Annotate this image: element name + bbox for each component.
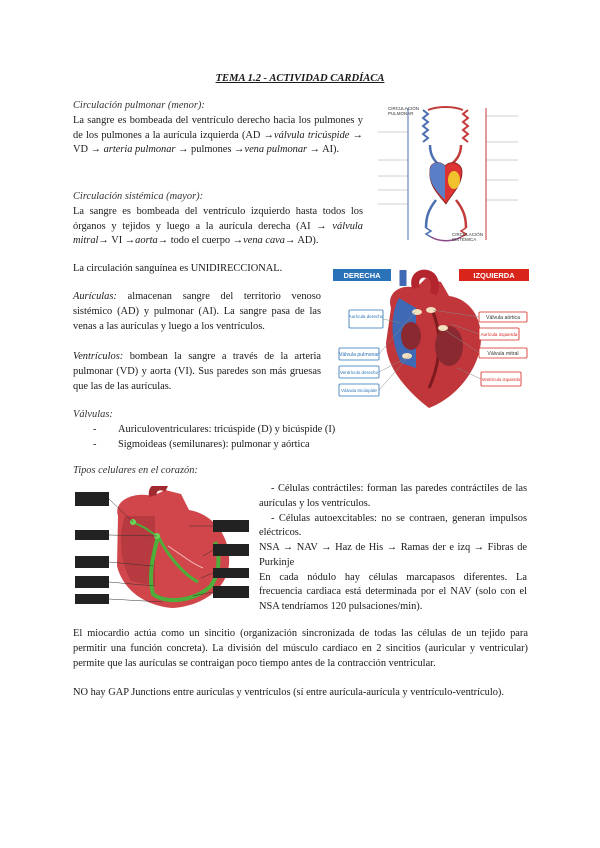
figure-circulation-diagram (368, 100, 528, 245)
text-run: La sangre es bombeada del ventrículo izquierdo hasta todos los órganos y tejidos y luego a la aurícula derecha (AI → (73, 205, 363, 232)
circ-title-1: CIRCULACIÓN (388, 106, 420, 111)
circ-bottom-1: CIRCULACIÓN (452, 232, 484, 237)
para-sistemica (73, 205, 363, 249)
section-pulmonar (73, 99, 363, 158)
text-run: → todo el cuerpo → (157, 235, 244, 247)
section-tipos-text (259, 482, 527, 615)
para-pulmonar (73, 114, 363, 158)
term-ventriculos: Ventrículos: (73, 351, 124, 362)
text-run: → AI). (307, 144, 340, 156)
text-run: bombean la sangre a través de la arteria pulmonar (VD) y aorta (VI). Sus paredes son más gruesas que las de las aurículas. (73, 351, 321, 392)
para-ventriculos (73, 350, 321, 394)
para-unidireccional: La circulación sanguínea es UNIDIRECCIONAL. (73, 263, 283, 274)
text-run: → VD → (73, 129, 363, 156)
conduction-svg (73, 486, 251, 610)
circ-title-2: PULMONAR (388, 111, 414, 116)
text-run: almacenan sangre del territorio venoso sistémico (AD) y pulmonar (AI). La sangre pasa de las venas a las aurículas y luego a los ventrículos. (73, 291, 321, 332)
figure-heart-valves (331, 268, 531, 416)
text-em: arteria pulmonar (103, 144, 176, 156)
list-item: - Auriculoventriculares: tricúspide (D) y bicúspide (I) (73, 423, 513, 438)
para-auriculas (73, 290, 321, 334)
para-marcapasos: En cada nódulo hay células marcapasos diferentes. La frecuencia cardiaca está determinada por el NAV (solo con el NSA tendríamos 120 pulsaciones/min). (259, 571, 527, 613)
heading-pulmonar: Circulación pulmonar (menor): (73, 100, 205, 111)
lbl-auricula-izquierda: Aurícula izquierda (480, 332, 518, 337)
para-sincitio: El miocardio actúa como un sincitio (organización sincronizada de todas las células de un tejido para permitir una función concreta). La división del músculo cardiaco en 2 sincitios (auricular y ventricular) permite que las aurículas se contraigan poco tiempo antes de la contracción ventricular. (73, 628, 528, 669)
valvulas-list (73, 423, 513, 453)
para-conduccion: NSA → NAV → Haz de His → Ramas der e izq → Fibras de Purkinje (259, 542, 527, 568)
section-sistemica (73, 190, 363, 249)
heading-sistemica: Circulación sistémica (mayor): (73, 191, 204, 202)
derecha-label: DERECHA (343, 271, 381, 280)
lbl-valvula-mitral: Válvula mitral (487, 351, 519, 357)
heading-valvulas: Válvulas: (73, 409, 113, 420)
list-item: - Sigmoideas (semilunares): pulmonar y aórtica (73, 438, 513, 453)
text-run: → VI → (98, 235, 136, 247)
text-em: vena pulmonar (244, 144, 308, 156)
heading-tipos: Tipos celulares en el corazón: (73, 465, 198, 476)
para-gap: NO hay GAP Junctions entre aurículas y ventrículos (sí entre aurícula-aurícula y ventrículo-ventrículo). (73, 687, 504, 698)
circ-bottom-2: SISTÉMICA (452, 237, 477, 242)
text-em: válvula tricúspide (274, 129, 350, 141)
lbl-ventriculo-derecho: Ventrículo derecho (339, 370, 379, 375)
lbl-valvula-pulmonar: Válvula pulmonar (338, 352, 380, 358)
lbl-ventriculo-izquierdo: Ventrículo izquierdo (481, 377, 521, 382)
para-autoexcitables: - Células autoexcitables: no se contraen, generan impulsos eléctricos. (259, 512, 527, 539)
para-contractiles: - Células contráctiles: forman las paredes contráctiles de las aurículas y los ventrículos. (259, 483, 527, 509)
lbl-valvula-aortica: Válvula aórtica (485, 315, 521, 321)
term-auriculas: Aurículas: (73, 291, 117, 302)
lbl-auricula-derecha: Aurícula derecha (348, 314, 384, 319)
text-run: La sangre es bombeada del ventrículo derecho hacia los pulmones y de los pulmones a la aurícula izquierda (AD → (73, 114, 363, 141)
lbl-valvula-tricuspide: Válvula tricúspide (340, 388, 378, 393)
text-run: → AD). (284, 235, 319, 247)
text-em: aorta (135, 235, 158, 247)
izquierda-label: IZQUIERDA (473, 271, 515, 280)
circulation-diagram-svg (368, 100, 528, 245)
page-title: TEMA 1.2 - ACTIVIDAD CARDÍACA (215, 73, 385, 84)
heart-valves-svg (331, 268, 531, 416)
text-run: → pulmones → (175, 144, 245, 156)
text-em: vena cava (243, 235, 285, 247)
text-em: válvula mitral (73, 220, 363, 247)
figure-conduction-system (73, 486, 251, 610)
